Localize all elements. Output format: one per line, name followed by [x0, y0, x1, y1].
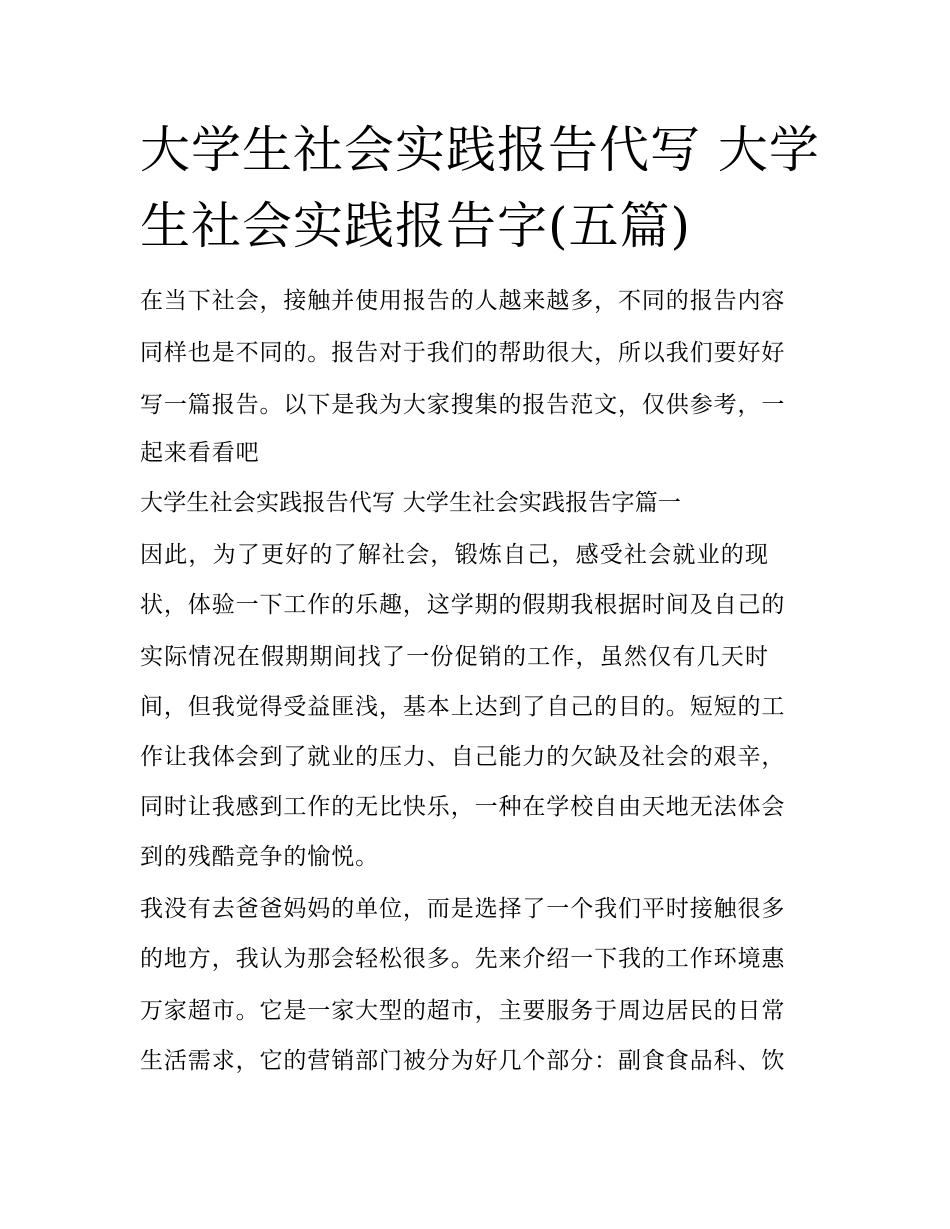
- body-line: 万家超市。它是一家大型的超市，主要服务于周边居民的日常: [140, 998, 786, 1024]
- body-line: 我没有去爸爸妈妈的单位，而是选择了一个我们平时接触很多: [140, 896, 786, 922]
- intro-line: 在当下社会，接触并使用报告的人越来越多，不同的报告内容: [140, 288, 786, 314]
- intro-line: 同样也是不同的。报告对于我们的帮助很大，所以我们要好好: [140, 340, 786, 366]
- body-line: 到的残酷竞争的愉悦。: [140, 844, 379, 870]
- body-line: 实际情况在假期期间找了一份促销的工作，虽然仅有几天时: [140, 644, 770, 670]
- title-line-1: 大学生社会实践报告代写 大学: [140, 121, 820, 179]
- intro-line: 写一篇报告。以下是我为大家搜集的报告范文，仅供参考，一: [140, 392, 786, 418]
- body-line: 状，体验一下工作的乐趣，这学期的假期我根据时间及自己的: [140, 592, 786, 618]
- document-title: [140, 112, 820, 264]
- body-line: 同时让我感到工作的无比快乐，一种在学校自由天地无法体会: [140, 794, 786, 820]
- title-line-2: 生社会实践报告字(五篇): [140, 197, 692, 255]
- body-line: 生活需求，它的营销部门被分为好几个部分：副食食品科、饮: [140, 1048, 786, 1074]
- body-line: 间，但我觉得受益匪浅，基本上达到了自己的目的。短短的工: [140, 694, 786, 720]
- body-line: 作让我体会到了就业的压力、自己能力的欠缺及社会的艰辛，: [140, 744, 786, 770]
- section-heading: 大学生社会实践报告代写 大学生社会实践报告字篇一: [140, 490, 682, 516]
- intro-line: 起来看看吧: [140, 440, 260, 466]
- body-line: 因此，为了更好的了解社会，锻炼自己，感受社会就业的现: [140, 542, 770, 568]
- body-line: 的地方，我认为那会轻松很多。先来介绍一下我的工作环境惠: [140, 946, 786, 972]
